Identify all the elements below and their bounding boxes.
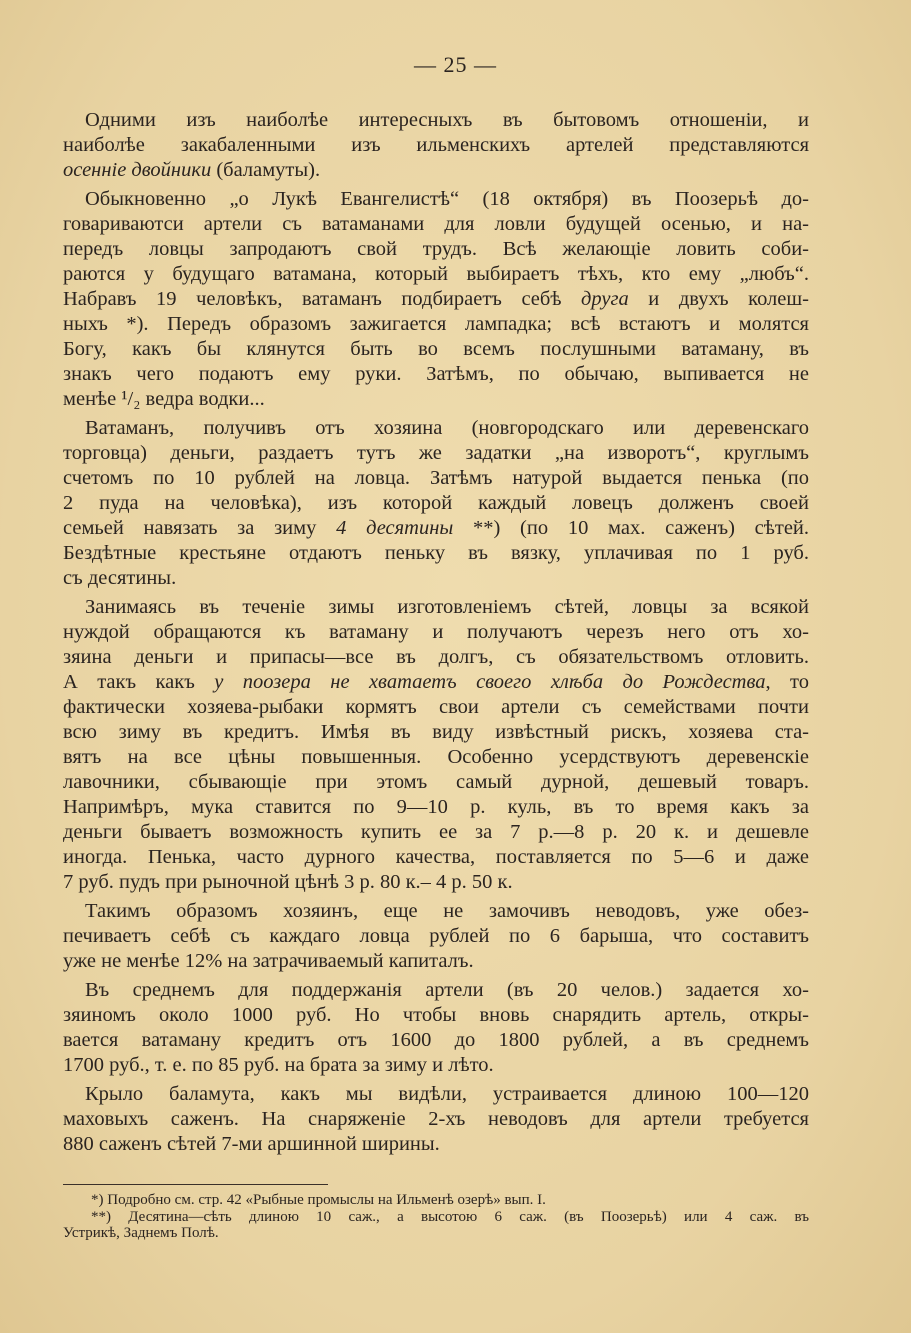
paragraph bbox=[63, 416, 809, 591]
text-line: фактически хозяева-рыбаки кормятъ свои артели съ семействами почти bbox=[63, 696, 809, 718]
text-line: Напримѣръ, мука ставится по 9—10 р. куль, въ то время какъ за bbox=[63, 796, 809, 818]
text-line: говариваютси артели съ ватаманами для ловли будущей осенью, и на- bbox=[63, 213, 809, 235]
text-line: Въ среднемъ для поддержанія артели (въ 20 челов.) задается хо- bbox=[85, 979, 809, 1001]
text-line: иногда. Пенька, часто дурного качества, поставляется по 5—6 и даже bbox=[63, 846, 809, 868]
text-line: Обыкновенно „о Лукѣ Евангелистѣ“ (18 октября) въ Поозерьѣ до- bbox=[85, 188, 809, 210]
paragraph bbox=[63, 1082, 809, 1157]
italic-phrase: 4 десятины bbox=[336, 517, 454, 539]
text-line bbox=[63, 670, 809, 695]
text-segment: , то bbox=[765, 671, 809, 693]
paragraph bbox=[63, 108, 809, 183]
text-line: всю зиму въ кредитъ. Имѣя въ виду извѣстный рискъ, хозяева ста- bbox=[63, 721, 809, 743]
text-line: вается ватаману кредитъ отъ 1600 до 1800 рублей, а въ среднемъ bbox=[63, 1029, 809, 1051]
text-segment: Набравъ 19 человѣкъ, ватаманъ подбираетъ себѣ bbox=[63, 288, 582, 310]
footnote-line: **) Десятина—сѣть длиною 10 саж., а высотою 6 саж. (въ Поозерьѣ) или 4 саж. въ bbox=[91, 1208, 809, 1225]
text-line: торговца) деньги, раздаетъ тутъ же задатки „на изворотъ“, круглымъ bbox=[63, 442, 809, 464]
text-line: 880 саженъ сѣтей 7-ми аршинной ширины. bbox=[63, 1133, 440, 1155]
footnote-line: Устрикѣ, Заднемъ Полѣ. bbox=[63, 1225, 219, 1241]
italic-phrase: друга bbox=[581, 288, 629, 310]
text-line bbox=[63, 287, 809, 312]
text-segment: семьей навязать за зиму bbox=[63, 517, 337, 539]
text-line: Занимаясь въ теченіе зимы изготовленіемъ сѣтей, ловцы за всякой bbox=[85, 596, 809, 618]
text-line bbox=[63, 158, 809, 183]
text-line: Такимъ образомъ хозяинъ, еще не замочивъ неводовъ, уже обез- bbox=[85, 900, 809, 922]
footnote-line: *) Подробно см. стр. 42 «Рыбные промыслы на Ильменѣ озерѣ» вып. I. bbox=[91, 1192, 546, 1208]
paragraph bbox=[63, 978, 809, 1078]
text-segment: А такъ какъ bbox=[63, 671, 215, 693]
text-line: вятъ на все цѣны повышенныя. Особенно усердствуютъ деревенскіе bbox=[63, 746, 809, 768]
text-line: зяиномъ около 1000 руб. Но чтобы вновь снарядить артель, откры- bbox=[63, 1004, 809, 1026]
italic-phrase: у поозера не хватаетъ своего хлѣба до Рождества bbox=[214, 671, 766, 693]
text-line: Крыло баламута, какъ мы видѣли, устраивается длиною 100—120 bbox=[85, 1083, 809, 1105]
text-line: Одними изъ наиболѣе интересныхъ въ бытовомъ отношеніи, и bbox=[85, 109, 809, 131]
text-line: уже не менѣе 12% на затрачиваемый капиталъ. bbox=[63, 950, 474, 972]
text-line: 7 руб. пудъ при рыночной цѣнѣ 3 р. 80 к.– 4 р. 50 к. bbox=[63, 871, 513, 893]
text-line: съ десятины. bbox=[63, 567, 177, 589]
text-line: лавочники, сбывающіе при этомъ самый дурной, дешевый товаръ. bbox=[63, 771, 809, 793]
text-line: нуждой обращаются къ ватаману и получаютъ черезъ него отъ хо- bbox=[63, 621, 809, 643]
text-line: Богу, какъ бы клянутся быть во всемъ послушными ватаману, въ bbox=[63, 338, 809, 360]
paragraph bbox=[63, 595, 809, 895]
text-line: счетомъ по 10 рублей на ловца. Затѣмъ натурой выдается пенька (по bbox=[63, 467, 809, 489]
main-text bbox=[63, 108, 809, 1161]
text-line: зяина деньги и припасы—все въ долгъ, съ обязательствомъ отловить. bbox=[63, 646, 809, 668]
page-number: — 25 — bbox=[414, 52, 497, 77]
text-line: маховыхъ саженъ. На снаряженіе 2-хъ неводовъ для артели требуется bbox=[63, 1108, 809, 1130]
italic-phrase: осенніе двойники bbox=[63, 159, 212, 181]
paragraph bbox=[63, 899, 809, 974]
text-line: 2 пуда на человѣка), изъ которой каждый ловецъ долженъ своей bbox=[63, 492, 809, 514]
text-line: менѣе ¹/₂ ведра водки... bbox=[63, 388, 265, 410]
text-line: наиболѣе закабаленными изъ ильменскихъ артелей представляются bbox=[63, 134, 809, 156]
text-segment: (баламуты). bbox=[211, 159, 321, 181]
paragraph bbox=[63, 187, 809, 412]
text-line: деньги бываетъ возможность купить ее за 7 р.—8 р. 20 к. и дешевле bbox=[63, 821, 809, 843]
text-line: раются у будущаго ватамана, который выбираетъ тѣхъ, кто ему „любъ“. bbox=[63, 263, 809, 285]
footnotes bbox=[63, 1192, 809, 1242]
text-line: 1700 руб., т. е. по 85 руб. на брата за зиму и лѣто. bbox=[63, 1054, 494, 1076]
text-segment: и двухъ колеш- bbox=[628, 288, 809, 310]
text-line: Ватаманъ, получивъ отъ хозяина (новгородскаго или деревенскаго bbox=[85, 417, 809, 439]
text-segment: **) (по 10 мах. саженъ) сѣтей. bbox=[453, 517, 810, 539]
text-line bbox=[63, 516, 809, 541]
text-line: знакъ чего подаютъ ему руки. Затѣмъ, по обычаю, выпивается не bbox=[63, 363, 809, 385]
footnote-divider bbox=[63, 1184, 328, 1185]
text-line: ныхъ *). Передъ образомъ зажигается лампадка; всѣ встаютъ и молятся bbox=[63, 313, 809, 335]
text-line: передъ ловцы запродаютъ свой трудъ. Всѣ желающіе ловить соби- bbox=[63, 238, 809, 260]
text-line: Бездѣтные крестьяне отдаютъ пеньку въ вязку, уплачивая по 1 руб. bbox=[63, 542, 809, 564]
text-line: печиваетъ себѣ съ каждаго ловца рублей по 6 барыша, что составитъ bbox=[63, 925, 809, 947]
